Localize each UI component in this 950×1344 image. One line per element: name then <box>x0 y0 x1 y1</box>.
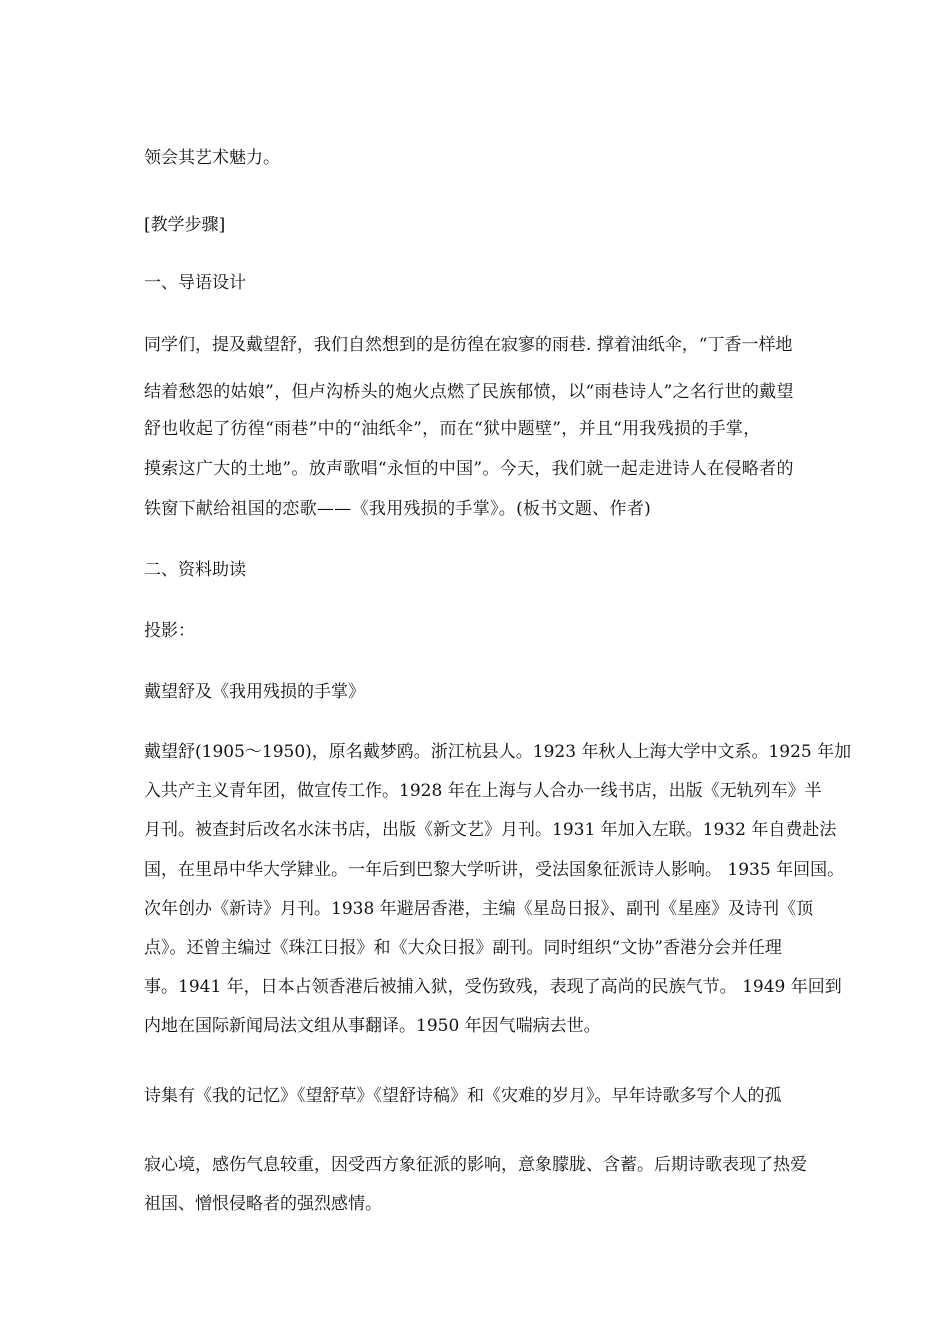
section-heading: 一、导语设计 <box>144 273 246 293</box>
section-heading: [教学步骤] <box>144 215 226 235</box>
text-line: 事。1941 年，日本占领香港后被捕入狱，受伤致残，表现了高尚的民族气节。 1949 年回到 <box>144 977 842 997</box>
section-heading: 二、资料助读 <box>144 560 246 580</box>
text-line: 内地在国际新闻局法文组从事翻译。1950 年因气喘病去世。 <box>144 1016 601 1036</box>
text-line: 同学们，提及戴望舒，我们自然想到的是彷徨在寂寥的雨巷. 撑着油纸伞，“丁香一样地 <box>144 335 793 355</box>
text-line: 入共产主义青年团，做宣传工作。1928 年在上海与人合办一线书店，出版《无轨列车》半 <box>144 781 822 801</box>
text-line: 戴望舒及《我用残损的手掌》 <box>144 682 365 702</box>
text-line: 舒也收起了彷徨“雨巷”中的“油纸伞”，而在“狱中题壁”，并且“用我残损的手掌， <box>144 419 761 439</box>
text-line: 月刊。被查封后改名水沫书店，出版《新文艺》月刊。1931 年加入左联。1932 年自费赴法 <box>144 820 837 840</box>
text-line: 祖国、憎恨侵略者的强烈感情。 <box>144 1194 382 1214</box>
text-line: 领会其艺术魅力。 <box>144 148 280 168</box>
text-line: 摸索这广大的土地”。放声歌唱“永恒的中国”。今天，我们就一起走进诗人在侵略者的 <box>144 459 794 479</box>
text-line: 诗集有《我的记忆》《望舒草》《望舒诗稿》和《灾难的岁月》。早年诗歌多写个人的孤 <box>144 1086 782 1106</box>
text-line: 结着愁怨的姑娘”，但卢沟桥头的炮火点燃了民族郁愤，以“雨巷诗人”之名行世的戴望 <box>144 382 794 402</box>
text-line: 投影： <box>144 621 195 641</box>
text-line: 戴望舒(1905～1950)，原名戴梦鸥。浙江杭县人。1923 年秋人上海大学中文系。1925 年加 <box>144 742 852 762</box>
text-line: 寂心境，感伤气息较重，因受西方象征派的影响，意象朦胧、含蓄。后期诗歌表现了热爱 <box>144 1155 807 1175</box>
text-line: 次年创办《新诗》月刊。1938 年避居香港，主编《星岛日报》、副刊《星座》及诗刊《顶 <box>144 899 814 919</box>
text-line: 铁窗下献给祖国的恋歌——《我用残损的手掌》。(板书文题、作者) <box>144 499 652 519</box>
text-line: 点》。还曾主编过《珠江日报》和《大众日报》副刊。同时组织“文协”香港分会并任理 <box>144 938 782 958</box>
text-line: 国，在里昂中华大学肄业。一年后到巴黎大学听讲，受法国象征派诗人影响。 1935 年回国。 <box>144 860 845 880</box>
